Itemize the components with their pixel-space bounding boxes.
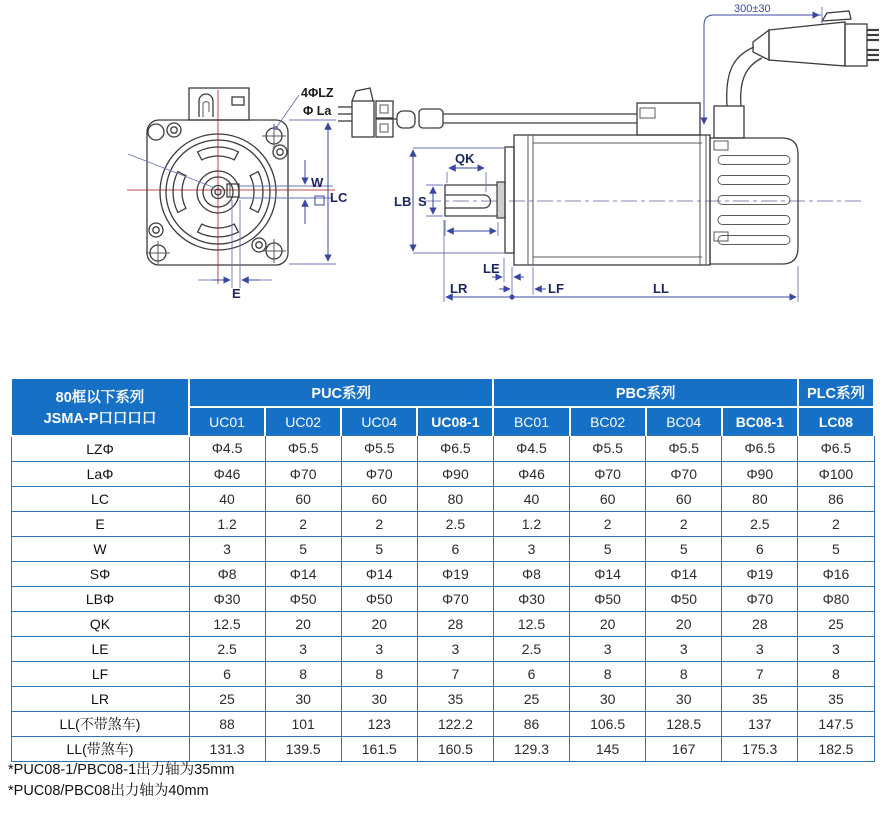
dim-label-la: Φ La — [303, 104, 332, 118]
spec-cell: Φ6.5 — [417, 436, 493, 462]
spec-cell: 6 — [722, 536, 798, 561]
spec-cell: 1.2 — [493, 511, 569, 536]
spec-cell: 7 — [417, 661, 493, 686]
footnotes — [8, 760, 234, 802]
spec-cell: 182.5 — [798, 736, 874, 761]
spec-cell: Φ70 — [417, 586, 493, 611]
table-row — [11, 636, 874, 661]
dim-label-s: S — [418, 194, 427, 209]
spec-cell: 8 — [646, 661, 722, 686]
spec-cell: Φ70 — [646, 461, 722, 486]
spec-cell: 2.5 — [493, 636, 569, 661]
model-header-bc01: BC01 — [493, 407, 569, 436]
spec-cell: Φ19 — [722, 561, 798, 586]
dim-label-ll: LL — [653, 281, 669, 296]
spec-cell: 3 — [189, 536, 265, 561]
dim-label-qk: QK — [455, 151, 475, 166]
spec-cell: Φ30 — [189, 586, 265, 611]
spec-cell: 35 — [417, 686, 493, 711]
spec-cell: 129.3 — [493, 736, 569, 761]
spec-cell: 5 — [341, 536, 417, 561]
row-label: LL(不带煞车) — [11, 711, 189, 736]
spec-cell: Φ5.5 — [646, 436, 722, 462]
dim-label-lb: LB — [394, 194, 412, 209]
spec-cell: 8 — [570, 661, 646, 686]
group-header-plc: PLC系列 — [798, 378, 874, 407]
dim-label-lr: LR — [450, 281, 468, 296]
spec-cell: Φ90 — [722, 461, 798, 486]
table-row — [11, 536, 874, 561]
spec-cell: 131.3 — [189, 736, 265, 761]
row-label: W — [11, 536, 189, 561]
table-row — [11, 736, 874, 761]
spec-cell: 30 — [646, 686, 722, 711]
spec-cell: 7 — [722, 661, 798, 686]
spec-cell: 80 — [417, 486, 493, 511]
spec-cell: 137 — [722, 711, 798, 736]
spec-cell: 25 — [798, 611, 874, 636]
technical-drawing — [0, 0, 885, 362]
row-label: SΦ — [11, 561, 189, 586]
dim-label-lc: LC — [330, 190, 348, 205]
spec-cell: Φ4.5 — [189, 436, 265, 462]
side-view — [338, 3, 879, 302]
model-header-bc04: BC04 — [646, 407, 722, 436]
spec-cell: 60 — [646, 486, 722, 511]
spec-cell: Φ8 — [189, 561, 265, 586]
spec-cell: Φ30 — [493, 586, 569, 611]
spec-cell: Φ4.5 — [493, 436, 569, 462]
spec-cell: Φ5.5 — [341, 436, 417, 462]
spec-cell: 60 — [341, 486, 417, 511]
spec-cell: Φ6.5 — [722, 436, 798, 462]
spec-cell: Φ14 — [646, 561, 722, 586]
row-label: E — [11, 511, 189, 536]
spec-cell: 6 — [189, 661, 265, 686]
spec-cell: Φ6.5 — [798, 436, 874, 462]
group-header-row — [11, 378, 874, 407]
dim-label-4lz: 4ΦLZ — [301, 86, 334, 100]
spec-cell: 3 — [493, 536, 569, 561]
spec-cell: 2.5 — [189, 636, 265, 661]
table-row — [11, 486, 874, 511]
spec-cell: Φ19 — [417, 561, 493, 586]
spec-cell: 5 — [646, 536, 722, 561]
model-header-uc01: UC01 — [189, 407, 265, 436]
spec-cell: 3 — [417, 636, 493, 661]
spec-cell: 12.5 — [493, 611, 569, 636]
spec-cell: Φ8 — [493, 561, 569, 586]
spec-cell: 2 — [341, 511, 417, 536]
spec-cell: Φ70 — [570, 461, 646, 486]
row-label: LBΦ — [11, 586, 189, 611]
spec-cell: 2.5 — [417, 511, 493, 536]
spec-cell: 88 — [189, 711, 265, 736]
model-header-bc08-1: BC08-1 — [722, 407, 798, 436]
spec-table — [10, 377, 875, 762]
spec-cell: Φ16 — [798, 561, 874, 586]
spec-cell: 8 — [265, 661, 341, 686]
spec-cell: 3 — [798, 636, 874, 661]
spec-cell: 145 — [570, 736, 646, 761]
table-row — [11, 561, 874, 586]
table-row — [11, 711, 874, 736]
table-row — [11, 686, 874, 711]
spec-cell: Φ100 — [798, 461, 874, 486]
spec-cell: 1.2 — [189, 511, 265, 536]
row-label: LR — [11, 686, 189, 711]
spec-cell: 3 — [265, 636, 341, 661]
square-symbol-icon — [315, 196, 324, 205]
spec-cell: Φ80 — [798, 586, 874, 611]
spec-cell: 2 — [646, 511, 722, 536]
spec-cell: Φ5.5 — [570, 436, 646, 462]
front-view — [127, 86, 348, 301]
spec-cell: Φ50 — [570, 586, 646, 611]
spec-cell: 123 — [341, 711, 417, 736]
spec-cell: 3 — [570, 636, 646, 661]
spec-cell: 122.2 — [417, 711, 493, 736]
spec-cell: 8 — [341, 661, 417, 686]
spec-cell: 20 — [265, 611, 341, 636]
spec-table-body — [11, 436, 874, 762]
spec-cell: 40 — [189, 486, 265, 511]
spec-cell: 106.5 — [570, 711, 646, 736]
spec-cell: 60 — [265, 486, 341, 511]
model-header-uc08-1: UC08-1 — [417, 407, 493, 436]
spec-cell: Φ46 — [493, 461, 569, 486]
spec-cell: 167 — [646, 736, 722, 761]
spec-cell: 86 — [493, 711, 569, 736]
spec-cell: 28 — [722, 611, 798, 636]
model-header-uc04: UC04 — [341, 407, 417, 436]
spec-cell: 35 — [798, 686, 874, 711]
spec-cell: 128.5 — [646, 711, 722, 736]
spec-cell: 2 — [265, 511, 341, 536]
spec-cell: Φ70 — [341, 461, 417, 486]
group-header-pbc: PBC系列 — [493, 378, 797, 407]
table-row — [11, 661, 874, 686]
dim-label-e: E — [232, 286, 241, 301]
row-label: QK — [11, 611, 189, 636]
dim-label-w: W — [311, 175, 324, 190]
spec-cell: 5 — [265, 536, 341, 561]
spec-cell: 25 — [493, 686, 569, 711]
row-label: LaΦ — [11, 461, 189, 486]
spec-cell: 147.5 — [798, 711, 874, 736]
spec-cell: 139.5 — [265, 736, 341, 761]
spec-cell: 30 — [265, 686, 341, 711]
series-title-line2: JSMA-P口口口口 — [43, 410, 157, 427]
row-label: LF — [11, 661, 189, 686]
model-header-lc08: LC08 — [798, 407, 874, 436]
spec-cell: 80 — [722, 486, 798, 511]
spec-cell: Φ50 — [646, 586, 722, 611]
spec-cell: 20 — [570, 611, 646, 636]
spec-cell: Φ5.5 — [265, 436, 341, 462]
spec-cell: Φ70 — [265, 461, 341, 486]
table-row — [11, 436, 874, 462]
spec-cell: 40 — [493, 486, 569, 511]
power-plug-icon — [714, 11, 879, 138]
series-title-line1: 80框以下系列 — [55, 389, 145, 406]
spec-cell: Φ70 — [722, 586, 798, 611]
spec-cell: 20 — [341, 611, 417, 636]
spec-cell: 3 — [341, 636, 417, 661]
footnote-1: *PUC08-1/PBC08-1出力轴为35mm — [8, 762, 235, 778]
series-title-cell — [11, 378, 189, 436]
spec-cell: Φ90 — [417, 461, 493, 486]
spec-cell: Φ14 — [265, 561, 341, 586]
row-label: LC — [11, 486, 189, 511]
spec-cell: 30 — [570, 686, 646, 711]
spec-cell: 175.3 — [722, 736, 798, 761]
encoder-plug-icon — [338, 88, 393, 137]
row-label: LL(带煞车) — [11, 736, 189, 761]
dim-label-cable-length: 300±30 — [734, 3, 771, 15]
table-row — [11, 511, 874, 536]
footnote-2: *PUC08/PBC08出力轴为40mm — [8, 783, 209, 799]
spec-cell: 101 — [265, 711, 341, 736]
spec-cell: 35 — [722, 686, 798, 711]
spec-cell: Φ46 — [189, 461, 265, 486]
spec-cell: Φ50 — [265, 586, 341, 611]
spec-cell: 2 — [570, 511, 646, 536]
spec-cell: 161.5 — [341, 736, 417, 761]
row-label: LZΦ — [11, 436, 189, 462]
spec-cell: 8 — [798, 661, 874, 686]
model-header-bc02: BC02 — [570, 407, 646, 436]
model-header-uc02: UC02 — [265, 407, 341, 436]
spec-cell: 20 — [646, 611, 722, 636]
spec-cell: 6 — [417, 536, 493, 561]
spec-cell: 30 — [341, 686, 417, 711]
spec-cell: Φ14 — [341, 561, 417, 586]
row-label: LE — [11, 636, 189, 661]
spec-cell: 2 — [798, 511, 874, 536]
dim-label-lf: LF — [548, 281, 564, 296]
spec-cell: Φ14 — [570, 561, 646, 586]
spec-cell: 28 — [417, 611, 493, 636]
spec-cell: 60 — [570, 486, 646, 511]
spec-cell: 3 — [722, 636, 798, 661]
spec-cell: 12.5 — [189, 611, 265, 636]
dim-label-le: LE — [483, 261, 500, 276]
spec-cell: 25 — [189, 686, 265, 711]
spec-cell: 6 — [493, 661, 569, 686]
spec-cell: 160.5 — [417, 736, 493, 761]
spec-cell: 3 — [646, 636, 722, 661]
group-header-puc: PUC系列 — [189, 378, 493, 407]
spec-cell: 5 — [570, 536, 646, 561]
table-row — [11, 461, 874, 486]
table-row — [11, 611, 874, 636]
table-row — [11, 586, 874, 611]
spec-cell: 86 — [798, 486, 874, 511]
spec-cell: 2.5 — [722, 511, 798, 536]
spec-cell: Φ50 — [341, 586, 417, 611]
spec-cell: 5 — [798, 536, 874, 561]
